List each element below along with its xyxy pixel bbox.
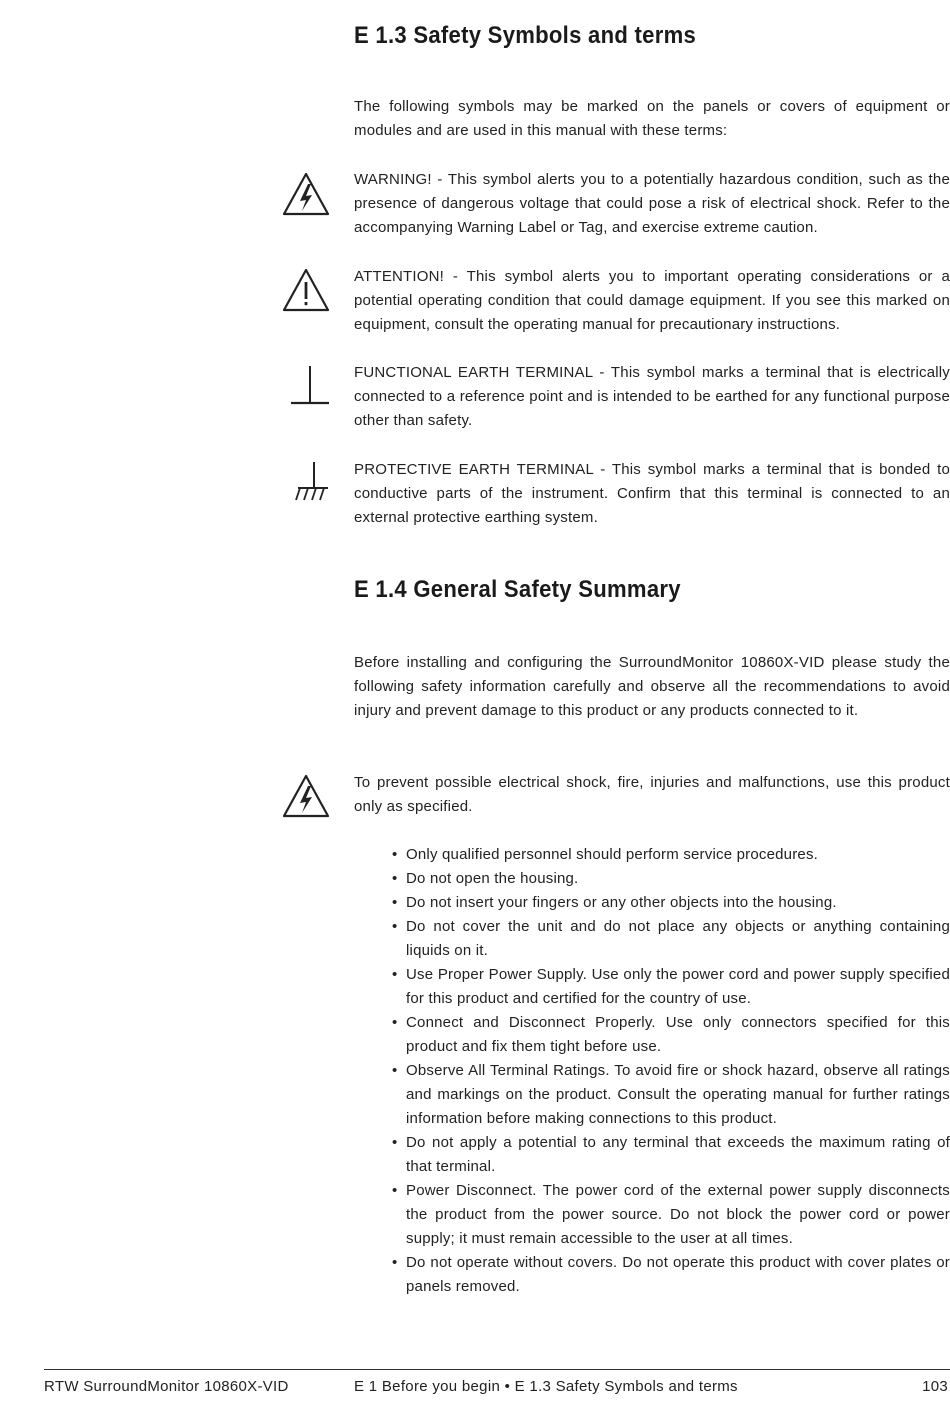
list-item — [392, 963, 950, 1011]
list-item — [392, 915, 950, 963]
section-heading-1-4: E 1.4 General Safety Summary — [354, 576, 681, 603]
summary-intro-text: Before installing and configuring the SurroundMonitor 10860X-VID please study the following safety information carefully and observe all the recommendations to avoid injury and prevent damage to this product or any products connected to it. — [354, 654, 950, 719]
section-heading-1-3: E 1.3 Safety Symbols and terms — [354, 22, 697, 49]
list-item-text: Do not open the housing. — [406, 870, 579, 887]
list-item-text: Use Proper Power Supply. Use only the power cord and power supply specified for this product and certified for the country of use. — [406, 966, 950, 1007]
list-item — [392, 843, 950, 867]
intro-text: The following symbols may be marked on the panels or covers of equipment or modules and are used in this manual with these terms: — [354, 98, 950, 139]
bullet-glyph: • — [392, 1254, 398, 1271]
list-item-text: Do not apply a potential to any terminal that exceeds the maximum rating of that terminal. — [406, 1134, 950, 1175]
summary-intro-paragraph — [354, 651, 950, 723]
intro-paragraph — [354, 95, 950, 143]
protective-earth-icon — [280, 458, 332, 508]
footer-breadcrumb: E 1 Before you begin • E 1.3 Safety Symbols and terms — [354, 1378, 738, 1395]
bullet-glyph: • — [392, 846, 398, 863]
protective-earth-paragraph — [354, 458, 950, 530]
attention-paragraph — [354, 265, 950, 337]
bullet-glyph: • — [392, 894, 398, 911]
bullet-glyph: • — [392, 1014, 398, 1031]
warning-text: WARNING! - This symbol alerts you to a potentially hazardous condition, such as the presence of dangerous voltage that could pose a risk of electrical shock. Refer to the accompanying Warning Label or Tag, and exercise extreme caution. — [354, 171, 950, 236]
summary-warning-paragraph — [354, 771, 950, 819]
warning-paragraph — [354, 168, 950, 240]
list-item — [392, 1011, 950, 1059]
list-item — [392, 1131, 950, 1179]
protective-earth-text: PROTECTIVE EARTH TERMINAL - This symbol marks a terminal that is bonded to conductive parts of the instrument. Confirm that this terminal is connected to an external protective earthing system. — [354, 461, 950, 526]
list-item — [392, 1251, 950, 1299]
list-item — [392, 891, 950, 915]
list-item-text: Do not cover the unit and do not place any objects or anything containing liquids on it. — [406, 918, 950, 959]
bullet-glyph: • — [392, 870, 398, 887]
bullet-glyph: • — [392, 1134, 398, 1151]
bullet-glyph: • — [392, 1062, 398, 1079]
footer-divider — [44, 1369, 950, 1370]
page-number: 103 — [922, 1378, 948, 1395]
functional-earth-paragraph — [354, 361, 950, 433]
bullet-glyph: • — [392, 1182, 398, 1199]
list-item-text: Only qualified personnel should perform service procedures. — [406, 846, 819, 863]
functional-earth-text: FUNCTIONAL EARTH TERMINAL - This symbol marks a terminal that is electrically connected to a reference point and is intended to be earthed for any functional purpose other than safety. — [354, 364, 950, 429]
lightning-warning-icon — [280, 170, 332, 220]
lightning-warning-icon — [280, 772, 332, 822]
list-item-text: Observe All Terminal Ratings. To avoid fire or shock hazard, observe all ratings and markings on the product. Consult the operating manual for further ratings information before making connections to this product. — [406, 1062, 950, 1127]
list-item — [392, 1059, 950, 1131]
functional-earth-icon — [280, 363, 332, 413]
safety-bullet-list — [392, 843, 950, 1299]
bullet-glyph: • — [392, 966, 398, 983]
list-item-text: Do not insert your fingers or any other objects into the housing. — [406, 894, 837, 911]
bullet-glyph: • — [392, 918, 398, 935]
footer-product: RTW SurroundMonitor 10860X-VID — [44, 1378, 289, 1395]
list-item — [392, 867, 950, 891]
list-item — [392, 1179, 950, 1251]
summary-warning-text: To prevent possible electrical shock, fire, injuries and malfunctions, use this product only as specified. — [354, 774, 950, 815]
attention-text: ATTENTION! - This symbol alerts you to important operating considerations or a potential operating condition that could damage equipment. If you see this marked on equipment, consult the operating manual for precautionary instructions. — [354, 268, 950, 333]
list-item-text: Connect and Disconnect Properly. Use only connectors specified for this product and fix them tight before use. — [406, 1014, 950, 1055]
exclamation-warning-icon — [280, 266, 332, 316]
list-item-text: Do not operate without covers. Do not operate this product with cover plates or panels removed. — [406, 1254, 950, 1295]
list-item-text: Power Disconnect. The power cord of the external power supply disconnects the product from the power source. Do not block the power cord or power supply; it must remain accessible to the user at all times. — [406, 1182, 950, 1247]
